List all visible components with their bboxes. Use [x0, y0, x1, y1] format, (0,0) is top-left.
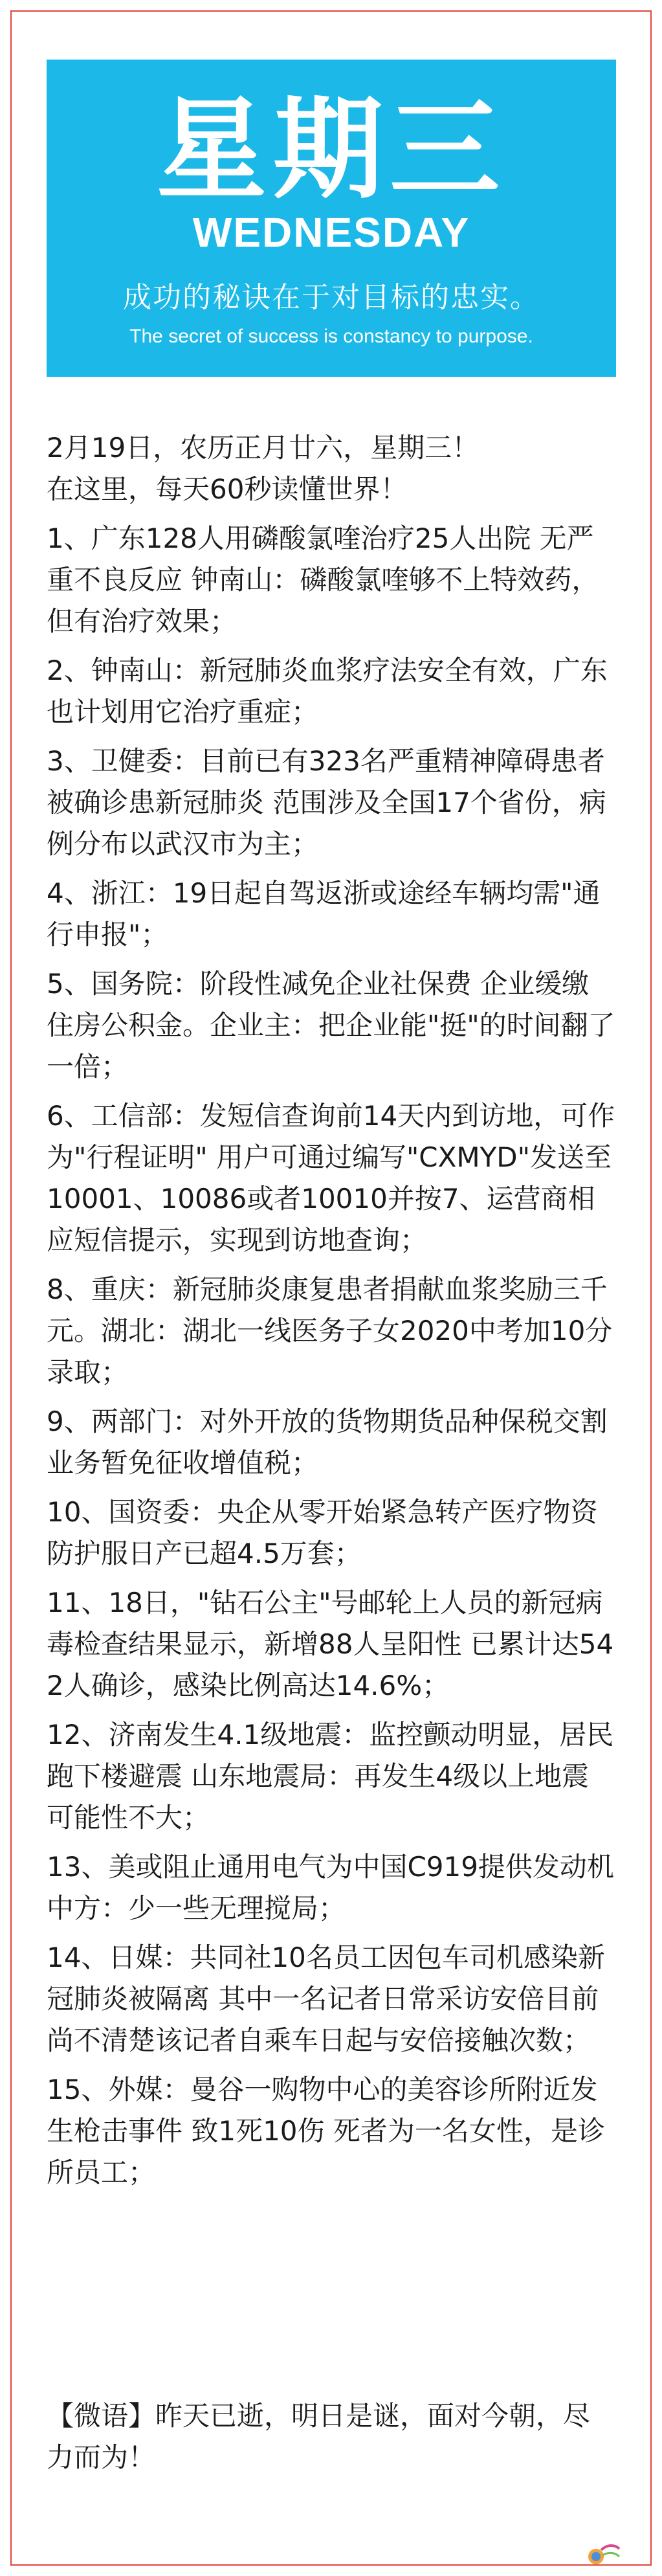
news-item: 14、日媒：共同社10名员工因包车司机感染新冠肺炎被隔离 其中一名记者日常采访安倍目前尚不清楚该记者自乘车日起与安倍接触次数；: [47, 1942, 605, 2056]
news-item: 1、广东128人用磷酸氯喹治疗25人出院 无严重不良反应 钟南山：磷酸氯喹够不上特效药，但有治疗效果；: [47, 522, 599, 637]
news-item: 15、外媒：曼谷一购物中心的美容诊所附近发生枪击事件 致1死10伤 死者为一名女性，是诊所员工；: [47, 2074, 605, 2188]
banner-motto-cn: 成功的秘诀在于对目标的忠实。: [123, 281, 540, 314]
news-item: 2、钟南山：新冠肺炎血浆疗法安全有效，广东也计划用它治疗重症；: [47, 655, 608, 728]
banner-title-cn: 星期三: [156, 86, 506, 214]
header-banner: [47, 60, 616, 377]
tagline: 在这里，每天60秒读懂世界！: [47, 473, 408, 505]
news-item: 11、18日，"钻石公主"号邮轮上人员的新冠病毒检查结果显示，新增88人呈阳性 已累计达542人确诊，感染比例高达14.6%；: [47, 1587, 614, 1701]
news-item: 13、美或阻止通用电气为中国C919提供发动机 中方：少一些无理搅局；: [47, 1851, 614, 1924]
daily-quote: 【微语】昨天已逝，明日是谜，面对今朝，尽力而为！: [47, 2400, 591, 2473]
news-item: 8、重庆：新冠肺炎康复患者捐献血浆奖励三千元。湖北：湖北一线医务子女2020中考加10分录取；: [47, 1273, 613, 1388]
news-item: 10、国资委：央企从零开始紧急转产医疗物资 防护服日产已超4.5万套；: [47, 1496, 598, 1569]
article-body: [47, 427, 616, 2193]
news-item: 12、济南发生4.1级地震：监控颤动明显，居民跑下楼避震 山东地震局：再发生4级以上地震可能性不大；: [47, 1719, 614, 1833]
news-item: 5、国务院：阶段性减免企业社保费 企业缓缴住房公积金。企业主：把企业能"挺"的时间翻了一倍；: [47, 968, 615, 1082]
news-list: [47, 518, 616, 2193]
news-item: 3、卫健委：目前已有323名严重精神障碍患者被确诊患新冠肺炎 范围涉及全国17个省份，病例分布以武汉市为主；: [47, 745, 606, 860]
logo-watermark-icon: [586, 2541, 622, 2567]
date-line: 2月19日，农历正月廿六，星期三！: [47, 432, 480, 464]
news-item: 6、工信部：发短信查询前14天内到访地，可作为"行程证明" 用户可通过编写"CXMYD"发送至10001、10086或者10010并按7、运营商相应短信提示，实现到访地查询；: [47, 1100, 615, 1256]
banner-title-en: WEDNESDAY: [192, 209, 470, 256]
news-item: 4、浙江：19日起自驾返浙或途经车辆均需"通行申报"；: [47, 877, 601, 950]
news-item: 9、两部门：对外开放的货物期货品种保税交割业务暂免征收增值税；: [47, 1406, 608, 1479]
intro: [47, 427, 616, 510]
banner-motto-en: The secret of success is constancy to purpose.: [129, 326, 533, 347]
